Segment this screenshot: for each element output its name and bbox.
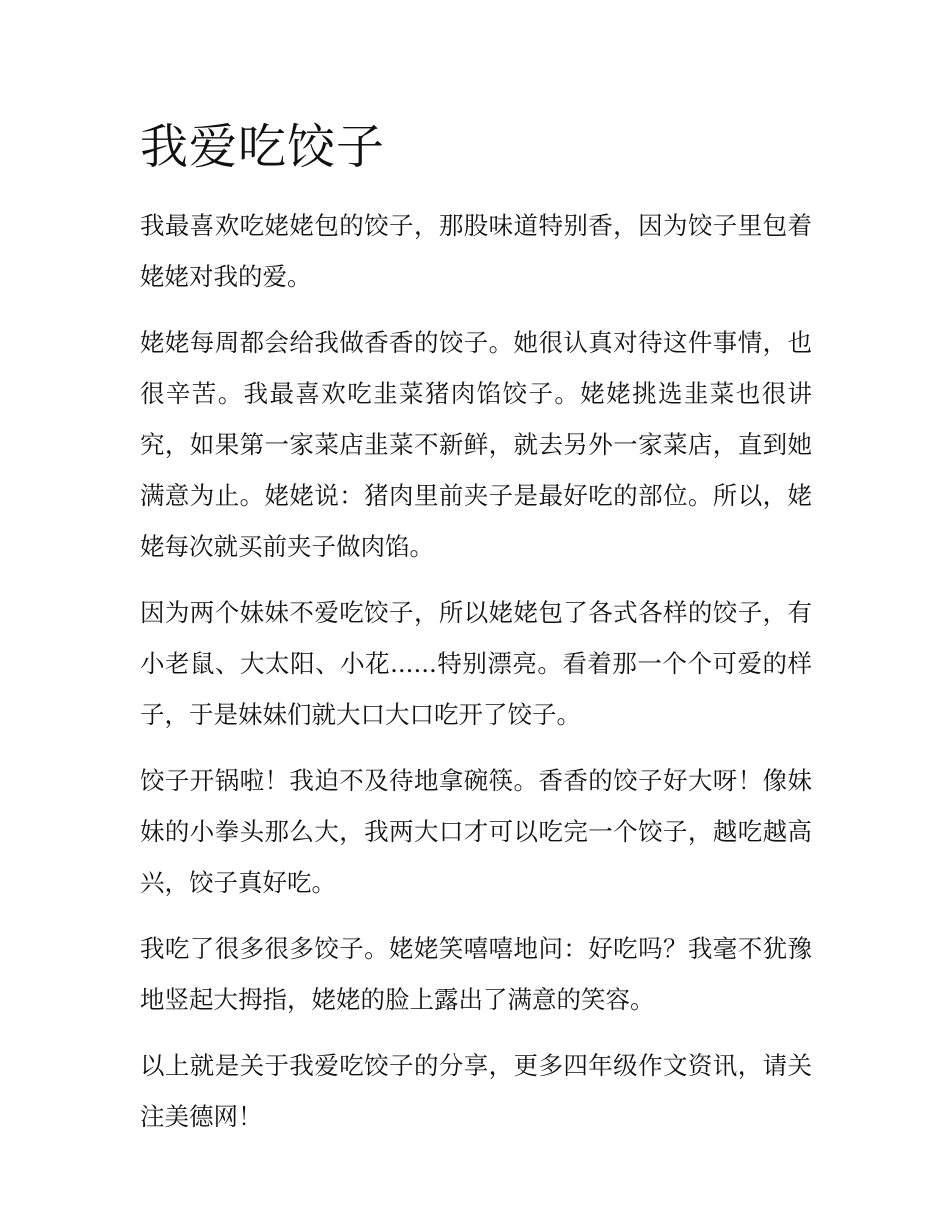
document-page	[140, 112, 812, 1142]
paragraph-6: 以上就是关于我爱吃饺子的分享，更多四年级作文资讯，请关注美德网！	[140, 1051, 812, 1131]
document-title: 我爱吃饺子	[140, 119, 386, 175]
paragraph-4: 饺子开锅啦！我迫不及待地拿碗筷。香香的饺子好大呀！像妹妹的小拳头那么大，我两大口才可以吃完一个饺子，越吃越高兴，饺子真好吃。	[140, 766, 812, 897]
paragraph-1: 我最喜欢吃姥姥包的饺子，那股味道特别香，因为饺子里包着姥姥对我的爱。	[140, 211, 812, 291]
paragraph-2: 姥姥每周都会给我做香香的饺子。她很认真对待这件事情，也很辛苦。我最喜欢吃韭菜猪肉馅饺子。姥姥挑选韭菜也很讲究，如果第一家菜店韭菜不新鲜，就去另外一家菜店，直到她满意为止。姥姥说：猪肉里前夹子是最好吃的部位。所以，姥姥每次就买前夹子做肉馅。	[140, 328, 812, 561]
paragraph-3: 因为两个妹妹不爱吃饺子，所以姥姥包了各式各样的饺子，有小老鼠、大太阳、小花......特别漂亮。看着那一个个可爱的样子，于是妹妹们就大口大口吃开了饺子。	[140, 598, 812, 729]
paragraph-5: 我吃了很多很多饺子。姥姥笑嘻嘻地问：好吃吗？我毫不犹豫地竖起大拇指，姥姥的脸上露出了满意的笑容。	[140, 934, 812, 1014]
